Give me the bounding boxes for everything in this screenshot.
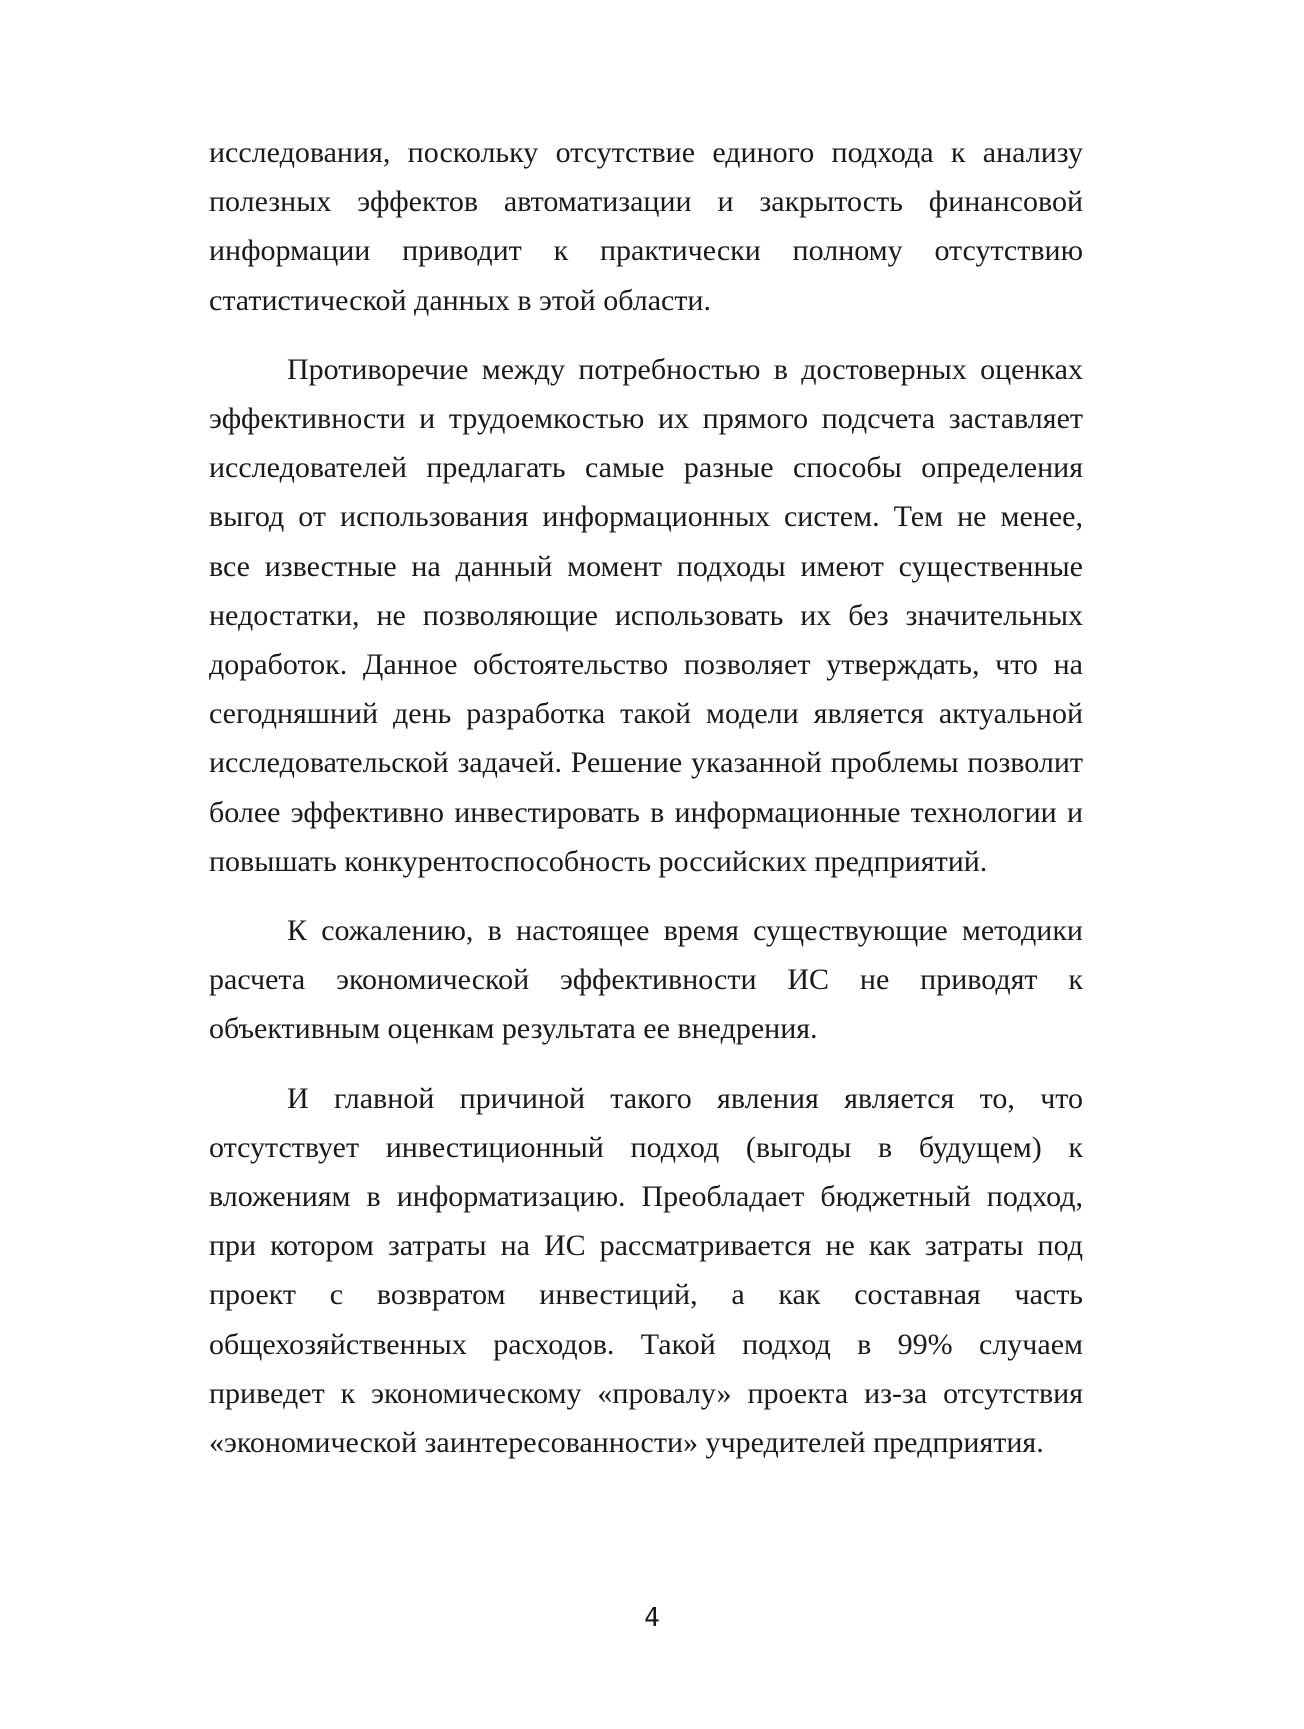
page-number: 4	[644, 1603, 660, 1633]
page-body	[209, 128, 1083, 1467]
paragraph-1: исследования, поскольку отсутствие единого подхода к анализу полезных эффектов автоматизации и закрытость финансовой информации приводит к практически полному отсутствию статистической данных в этой области.	[209, 136, 1083, 317]
paragraph-3: К сожалению, в настоящее время существующие методики расчета экономической эффективности ИС не приводят к объективным оценкам результата ее внедрения.	[209, 914, 1083, 1046]
paragraph-2: Противоречие между потребностью в достоверных оценках эффективности и трудоемкостью их прямого подсчета заставляет исследователей предлагать самые разные способы определения выгод от использования информационных систем. Тем не менее, все известные на данный момент подходы имеют существенные недостатки, не позволяющие использовать их без значительных доработок. Данное обстоятельство позволяет утверждать, что на сегодняшний день разработка такой модели является актуальной исследовательской задачей. Решение указанной проблемы позволит более эффективно инвестировать в информационные технологии и повышать конкурентоспособность российских предприятий.	[209, 352, 1083, 878]
paragraph-4: И главной причиной такого явления является то, что отсутствует инвестиционный подход (выгоды в будущем) к вложениям в информатизацию. Преобладает бюджетный подход, при котором затраты на ИС рассматривается не как затраты под проект с возвратом инвестиций, а как составная часть общехозяйственных расходов. Такой подход в 99% случаем приведет к экономическому «провалу» проекта из-за отсутствия «экономической заинтересованности» учредителей предприятия.	[209, 1081, 1083, 1460]
